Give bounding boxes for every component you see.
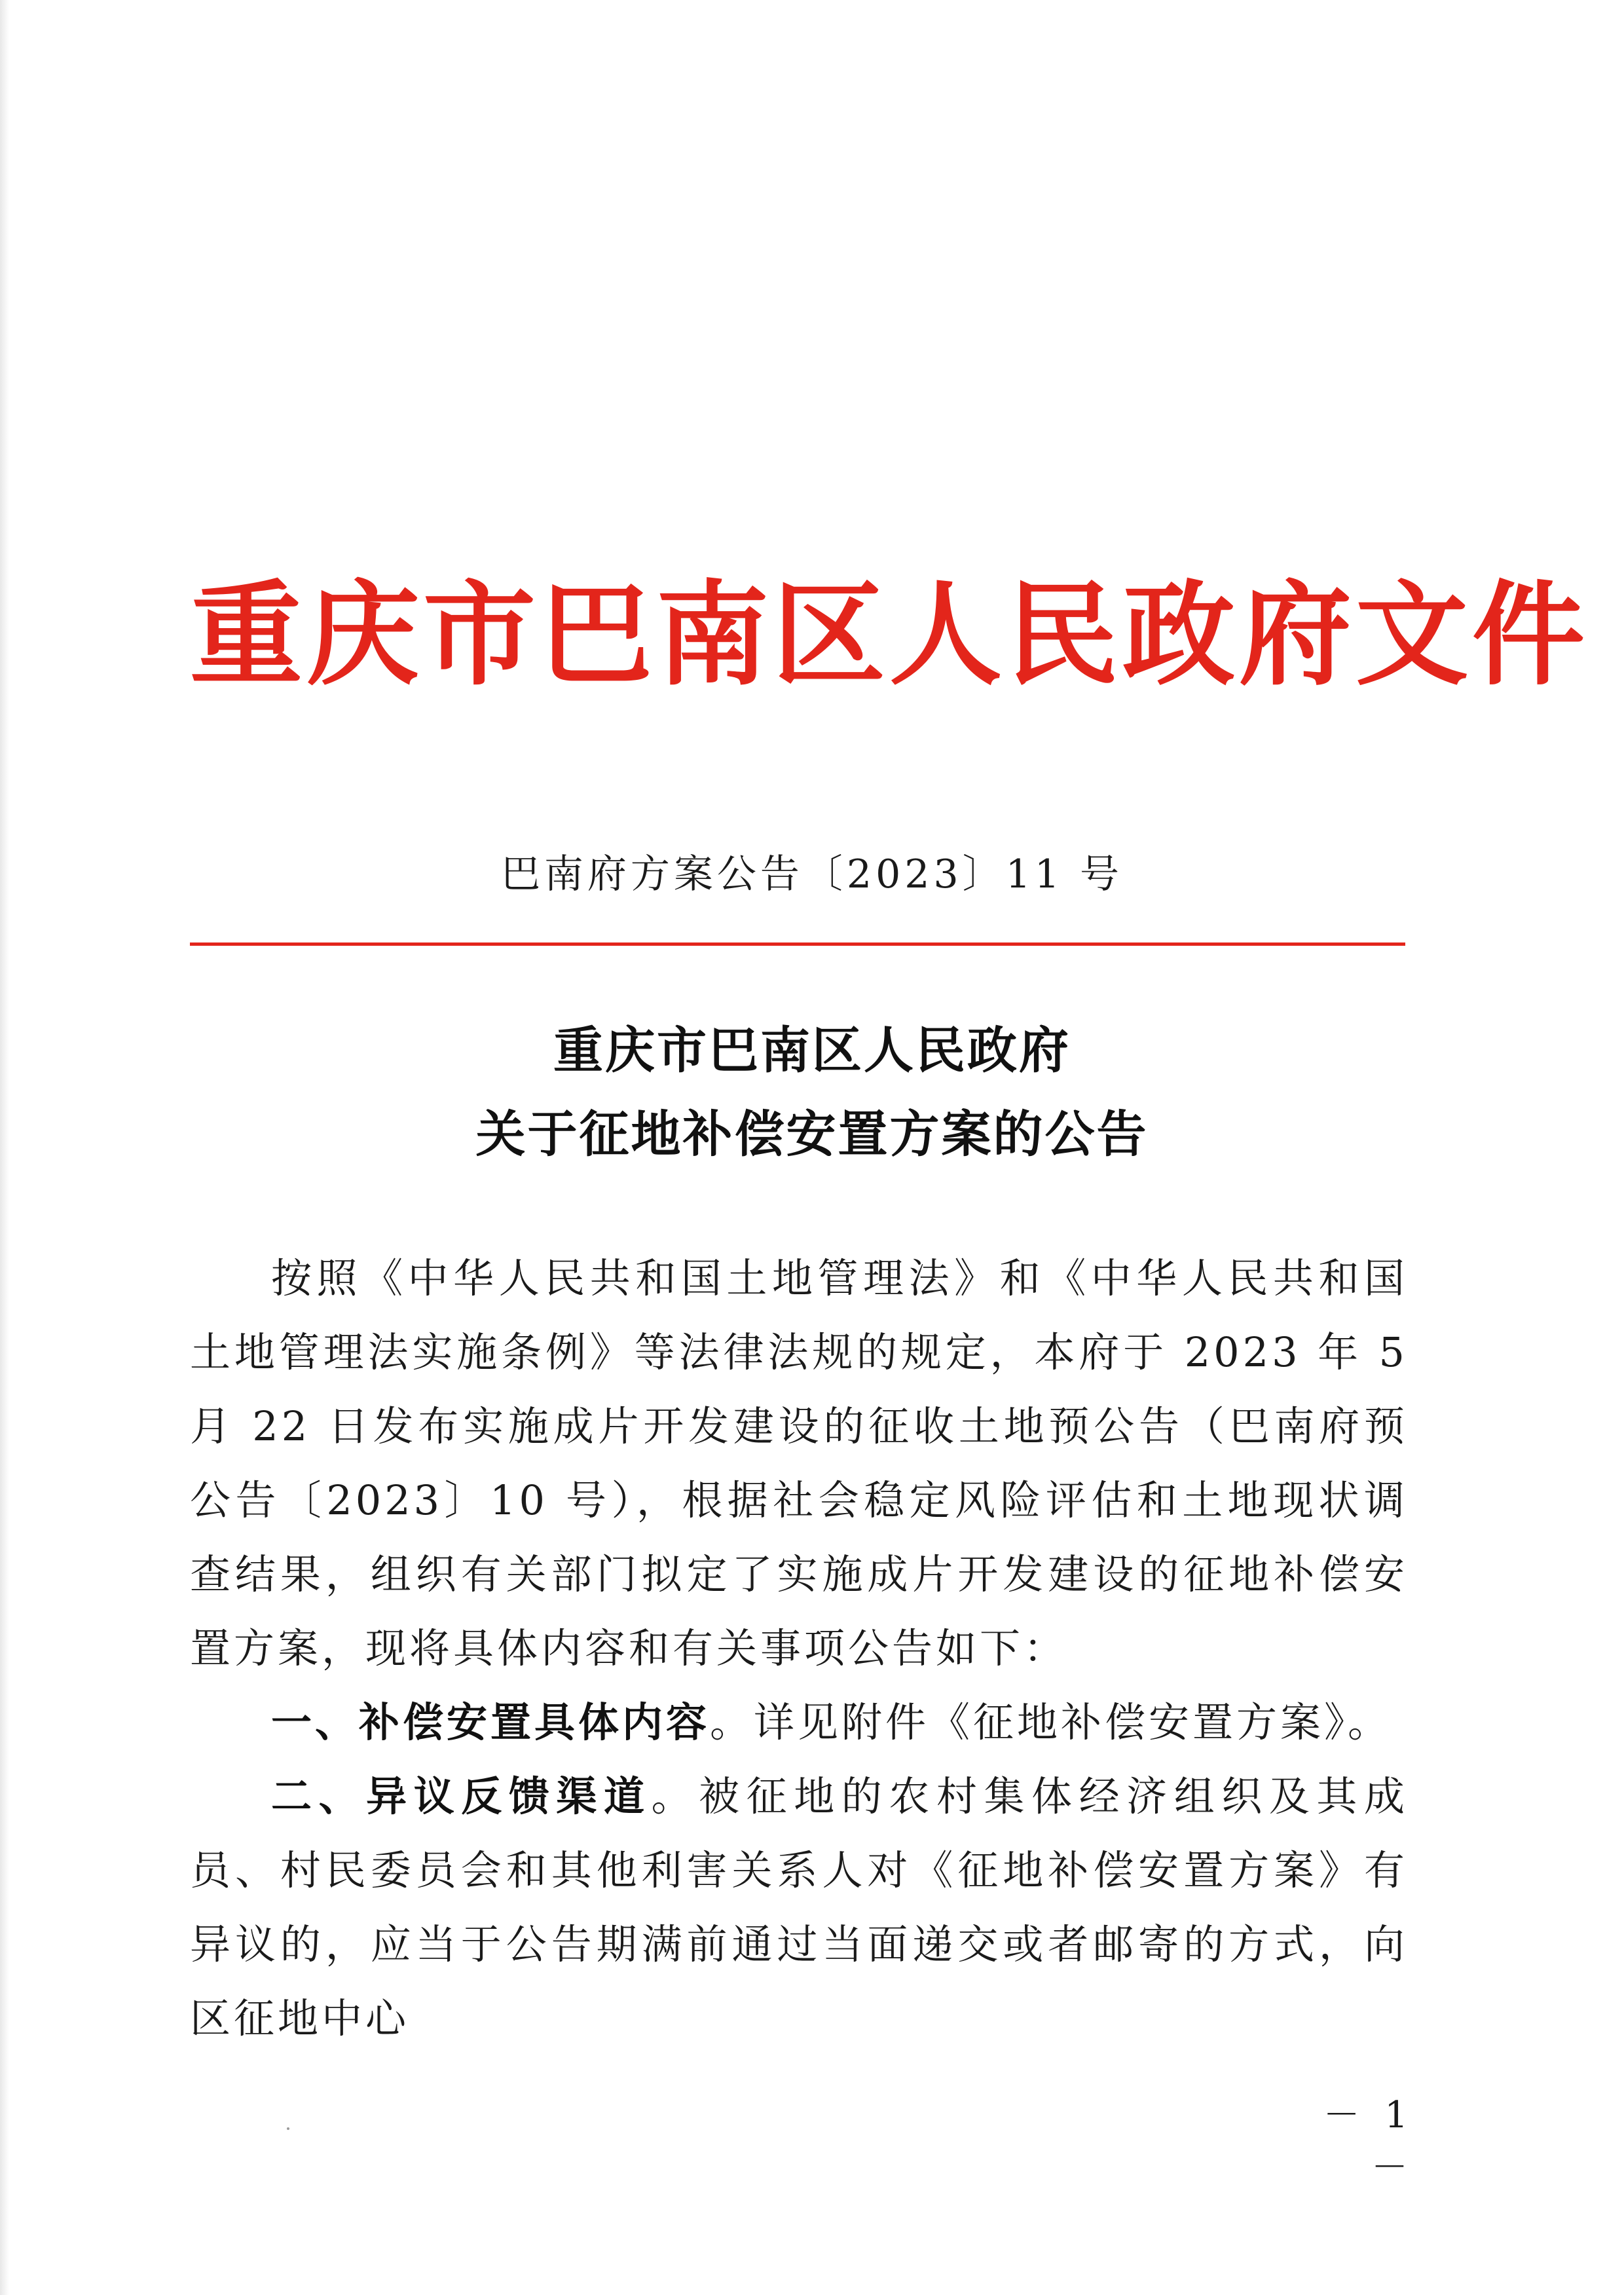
section-2-paragraph xyxy=(190,1759,1408,2055)
section-1-paragraph xyxy=(190,1685,1408,1759)
page-number: － 1 － xyxy=(1323,2094,1414,2189)
section-2-text: 。被征地的农村集体经济组织及其成员、村民委员会和其他利害关系人对《征地补偿安置方案》有异议的，应当于公告期满前通过当面递交或者邮寄的方式，向区征地中心 xyxy=(190,1772,1408,2042)
title-line-1: 重庆市巴南区人民政府 xyxy=(553,1021,1071,1079)
intro-paragraph: 按照《中华人民共和国土地管理法》和《中华人民共和国土地管理法实施条例》等法律法规的规定，本府于 2023 年 5 月 22 日发布实施成片开发建设的征收土地预公告（巴南府预公告〔2023〕10 号），根据社会稳定风险评估和土地现状调查结果，组织有关部门拟定了实施成片开发建设的征地补偿安置方案，现将具体内容和有关事项公告如下： xyxy=(190,1254,1408,1672)
document-title xyxy=(190,1009,1434,1176)
title-line-2: 关于征地补偿安置方案的公告 xyxy=(475,1105,1149,1163)
section-2-heading: 二、异议反馈渠道 xyxy=(271,1772,652,1820)
document-number: 巴南府方案公告〔2023〕11 号 xyxy=(500,851,1124,897)
red-divider-line xyxy=(190,942,1405,946)
document-masthead: 重庆市巴南区人民政府文件 xyxy=(190,569,1589,701)
document-body xyxy=(190,1241,1408,2055)
scan-edge xyxy=(0,0,9,2295)
section-1-text: 。详见附件《征地补偿安置方案》。 xyxy=(710,1698,1392,1746)
scan-speck xyxy=(287,2127,289,2130)
section-1-heading: 一、补偿安置具体内容 xyxy=(271,1698,710,1746)
